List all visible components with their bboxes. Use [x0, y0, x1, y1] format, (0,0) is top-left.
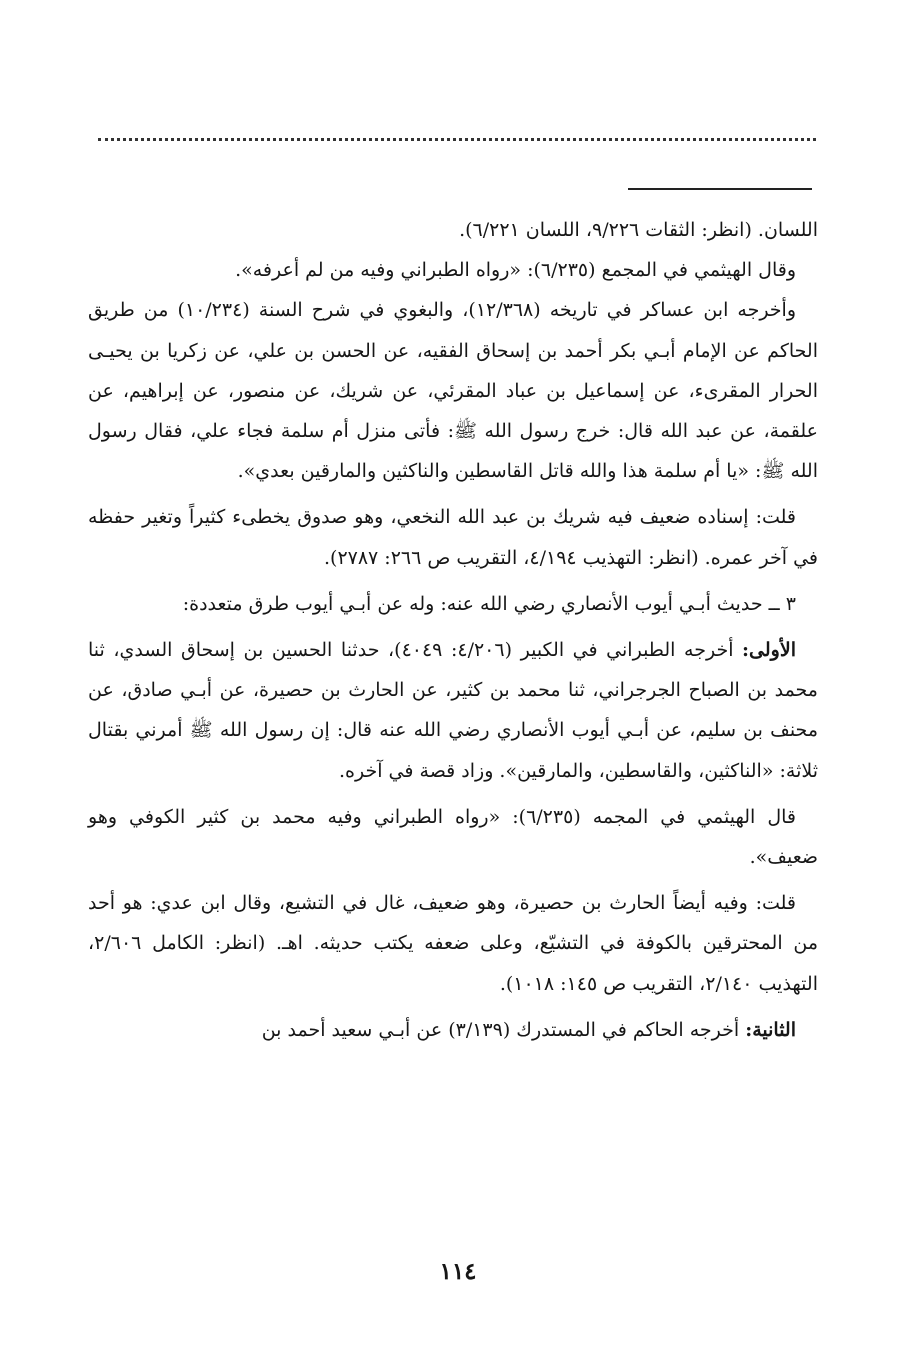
page-text: [88, 210, 818, 1050]
footnote-rule: [628, 188, 812, 190]
first-route-text: أخرجه الطبراني في الكبير (٤/٢٠٦: ٤٠٤٩)، حدثنا الحسين بن إسحاق السدي، ثنا محمد بن الصباح الجرجراني، ثنا محمد بن كثير، عن الحارث بن حصيرة، عن أبـي صادق، عن محنف بن سليم، عن أبـي أيوب الأنصاري رضي الله عنه قال: إن رسول الله ﷺ أمرني بقتال ثلاثة: «الناكثين، والقاسطين، والمارقين». وزاد قصة في آخره.: [88, 639, 818, 782]
paragraph-second-route: [88, 1010, 818, 1050]
paragraph-comment-1: قلت: إسناده ضعيف فيه شريك بن عبد الله النخعي، وهو صدوق يخطىء كثيراً وتغير حفظه في آخر عمره. (انظر: التهذيب ٤/١٩٤، التقريب ص ٢٦٦: ٢٧٨٧).: [88, 506, 818, 569]
second-route-label: الثانية:: [745, 1018, 796, 1041]
dotted-separator: [98, 138, 816, 141]
second-route-text: أخرجه الحاكم في المستدرك (٣/١٣٩) عن أبـي سعيد أحمد بن: [261, 1018, 746, 1041]
paragraph-comment-2: قلت: وفيه أيضاً الحارث بن حصيرة، وهو ضعيف، غال في التشيع، وقال ابن عدي: هو أحد من المحترقين بالكوفة في التشيّع، وعلى ضعفه يكتب حديثه. اهـ. (انظر: الكامل ٢/٦٠٦، التهذيب ٢/١٤٠، التقريب ص ١٤٥: ١٠١٨).: [88, 892, 818, 995]
footnote-continuation: اللسان. (انظر: الثقات ٩/٢٢٦، اللسان ٦/٢٢١).: [459, 219, 818, 241]
paragraph-first-route: [88, 630, 818, 791]
page-number: ١١٤: [439, 1258, 477, 1285]
paragraph-haythami-2: قال الهيثمي في المجمه (٦/٢٣٥): «رواه الطبراني وفيه محمد بن كثير الكوفي وهو ضعيف».: [88, 805, 818, 869]
first-route-label: الأولى:: [742, 639, 796, 662]
paragraph-ibn-asakir: وأخرجه ابن عساكر في تاريخه (١٢/٣٦٨)، والبغوي في شرح السنة (١٠/٢٣٤) من طريق الحاكم عن الإمام أبـي بكر أحمد بن إسحاق الفقيه، عن الحسن بن علي، عن زكريا بن يحيـى الحرار المقرىء، عن إسماعيل بن عباد المقرئي، عن شريك، عن منصور، عن إبراهيم، عن علقمة، عن عبد الله قال: خرج رسول الله ﷺ: فأتى منزل أم سلمة فجاء علي، فقال رسول الله ﷺ: «يا أم سلمة هذا والله قاتل القاسطين والناكثين والمارقين بعدي».: [88, 299, 818, 483]
paragraph-haythami-1: وقال الهيثمي في المجمع (٦/٢٣٥): «رواه الطبراني وفيه من لم أعرفه».: [235, 259, 796, 282]
paragraph-hadith-abu-ayyub: ٣ ــ حديث أبـي أيوب الأنصاري رضي الله عنه: وله عن أبـي أيوب طرق متعددة:: [182, 592, 796, 615]
